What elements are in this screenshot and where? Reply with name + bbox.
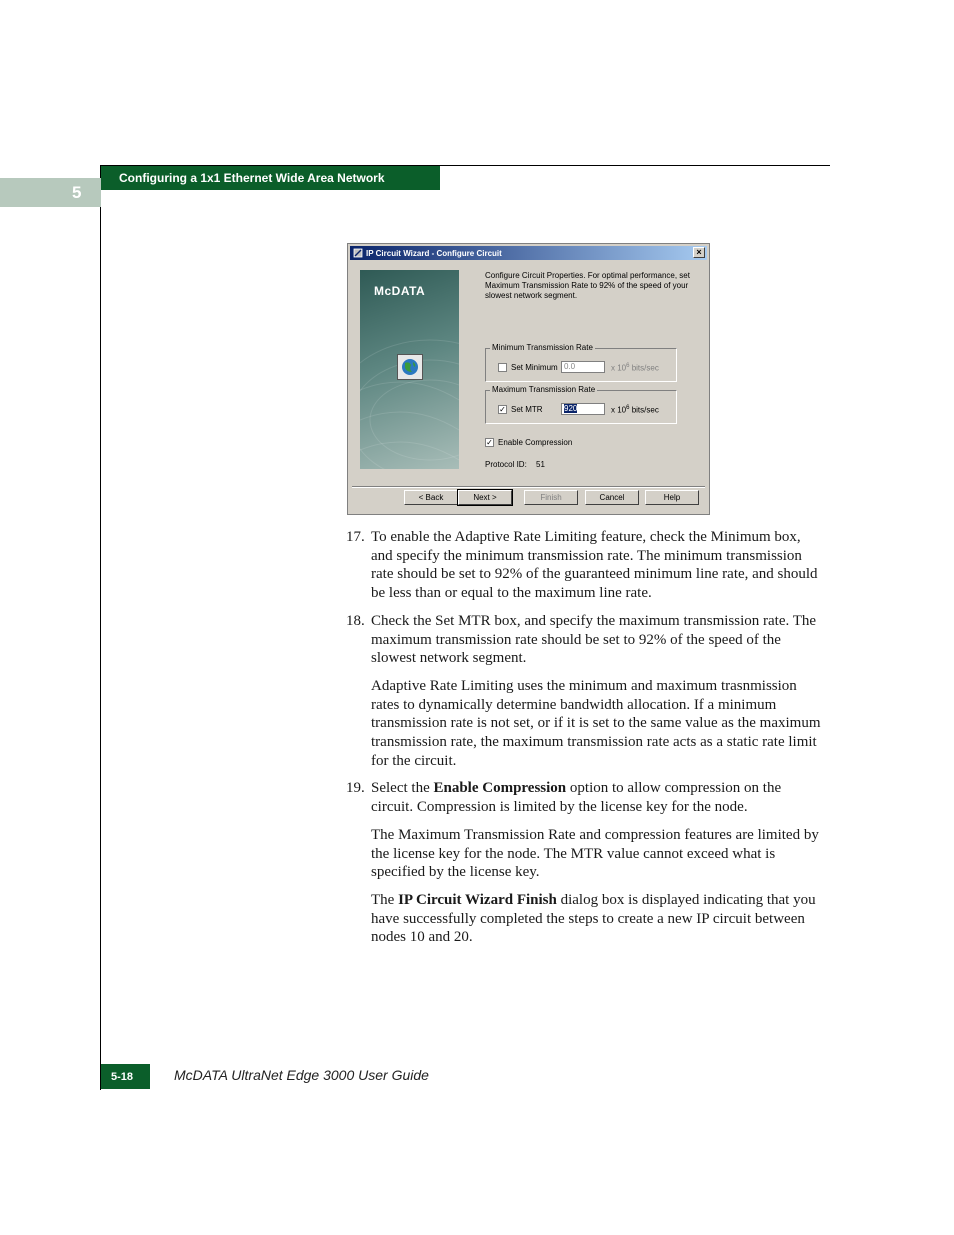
set-minimum-label: Set Minimum: [511, 363, 558, 372]
finish-button[interactable]: Finish: [524, 490, 578, 505]
dialog-titlebar: [350, 246, 707, 260]
adaptive-rate-paragraph: Adaptive Rate Limiting uses the minimum and maximum trasnmission rates to dynamically determine bandwidth allocation. If a minimum transmission rate is not set, or if it is set to the same value as the maximum transmission rate, the maximum transmission rate acts as a static rate limit for the circuit.: [371, 677, 821, 769]
close-button[interactable]: ×: [693, 247, 705, 258]
brand-panel: [360, 270, 459, 469]
chapter-number: 5: [0, 178, 101, 207]
help-button[interactable]: Help: [645, 490, 699, 505]
step-17: [346, 528, 822, 603]
wizard-icon: [353, 248, 363, 258]
back-button[interactable]: < Back: [404, 490, 458, 505]
mtr-value: 920: [564, 404, 578, 413]
max-rate-group: [485, 385, 677, 424]
set-mtr-checkbox[interactable]: ✓: [499, 405, 506, 414]
cancel-button[interactable]: Cancel: [585, 490, 639, 505]
wizard-finish-term: IP Circuit Wizard Finish: [398, 891, 557, 908]
step-18: [346, 612, 822, 668]
protocol-id-label: Protocol ID:: [485, 460, 527, 469]
globe-icon: [397, 354, 423, 380]
margin-rule: [100, 165, 101, 1090]
ip-circuit-wizard-dialog: [347, 243, 710, 515]
step-17-text: To enable the Adaptive Rate Limiting feature, check the Minimum box, and specify the minimum transmission rate. The minimum transmission rate should be set to 92% of the guaranteed minimum line rate, and should be less than or equal to the maximum line rate.: [371, 529, 818, 602]
set-minimum-checkbox[interactable]: [498, 363, 507, 372]
step-19-text: Select the Enable Compression option to allow compression on the circuit. Compression is limited by the license key for the node.: [371, 780, 782, 816]
min-rate-unit: x $10^6$ bits/sec: [611, 363, 659, 373]
finish-dialog-paragraph: The IP Circuit Wizard Finish dialog box is displayed indicating that you have successfully completed the steps to create a new IP circuit between nodes 10 and 20.: [371, 891, 816, 946]
step-18-text: Check the Set MTR box, and specify the maximum transmission rate. The maximum transmission rate should be set to 92% of the speed of the slowest network segment.: [371, 612, 817, 667]
dialog-intro-text: Configure Circuit Properties. For optimal performance, set Maximum Transmission Rate to 92% of the speed of your slowest network segment.: [485, 271, 690, 300]
mtr-input[interactable]: [561, 403, 605, 415]
enable-compression-checkbox[interactable]: ✓: [486, 438, 493, 447]
protocol-id-value: 51: [536, 460, 545, 469]
max-rate-unit: x $10^6$ bits/sec: [611, 405, 659, 415]
enable-compression-label: Enable Compression: [498, 438, 573, 447]
mtr-license-paragraph: The Maximum Transmission Rate and compression features are limited by the license key for the node. The MTR value cannot exceed what is specified by the license key.: [371, 826, 819, 881]
min-rate-group-title: Minimum Transmission Rate: [492, 343, 593, 352]
next-button[interactable]: Next >: [458, 490, 512, 505]
instructions: [346, 528, 822, 956]
max-rate-group-title: Maximum Transmission Rate: [492, 385, 596, 394]
step-19: [346, 779, 822, 816]
enable-compression-term: Enable Compression: [433, 780, 567, 797]
dialog-separator: [352, 486, 705, 488]
min-rate-group: [485, 343, 677, 382]
set-mtr-label: Set MTR: [511, 405, 543, 414]
minimum-rate-input[interactable]: 0.0: [561, 361, 605, 373]
step-19-number: 19.: [346, 780, 365, 797]
chapter-title: Configuring a 1x1 Ethernet Wide Area Network: [101, 166, 440, 190]
page-number: 5-18: [101, 1064, 150, 1089]
mcdata-logo: McDATA: [374, 284, 426, 298]
step-18-number: 18.: [346, 612, 365, 629]
footer-title: McDATA UltraNet Edge 3000 User Guide: [174, 1067, 429, 1083]
dialog-title: IP Circuit Wizard - Configure Circuit: [366, 248, 502, 258]
step-17-number: 17.: [346, 529, 365, 545]
